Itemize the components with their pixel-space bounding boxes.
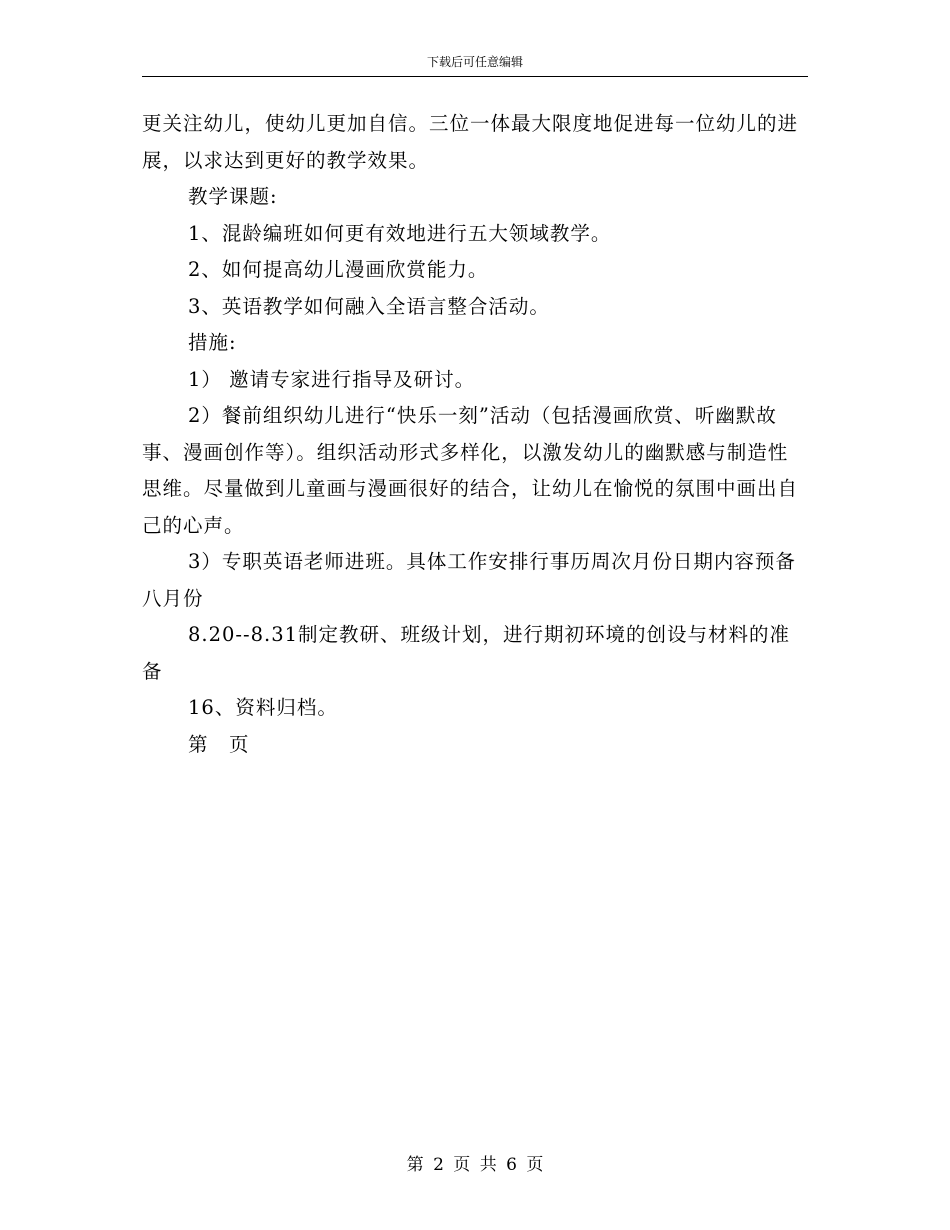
paragraph-page-marker: 第 页 [188,732,250,756]
page-footer: 第 2 页 共 6 页 [406,1155,544,1175]
paragraph-schedule-august: 8.20--8.31制定教研、班级计划，进行期初环境的创设与材料的准备 [142,623,791,683]
paragraph-continuation: 更关注幼儿，使幼儿更加自信。三位一体最大限度地促进每一位幼儿的进展，以求达到更好的教学效果。 [142,112,799,172]
paragraph-topics-heading: 教学课题: [188,185,278,208]
header-divider [142,76,808,77]
paragraph-measure-1: 1） 邀请专家进行指导及研讨。 [188,367,476,391]
paragraph-measure-2: 2）餐前组织幼儿进行“快乐一刻”活动（包括漫画欣赏、听幽默故事、漫画创作等）。组织活动形式多样化，以激发幼儿的幽默感与制造性思维。尽量做到儿童画与漫画很好的结合，让幼儿在愉悦的氛围中画出自己的心声。 [142,404,799,537]
paragraph-measure-3: 3）专职英语老师进班。具体工作安排行事历周次月份日期内容预备八月份 [142,550,796,610]
paragraph-topic-3: 3、英语教学如何融入全语言整合活动。 [188,294,550,318]
paragraph-item-16: 16、资料归档。 [188,696,338,719]
paragraph-measures-heading: 措施: [188,331,237,354]
document-body [142,106,808,763]
header-note: 下载后可任意编辑 [426,55,523,69]
paragraph-topic-2: 2、如何提高幼儿漫画欣赏能力。 [188,258,489,281]
paragraph-topic-1: 1、混龄编班如何更有效地进行五大领域教学。 [188,221,612,245]
